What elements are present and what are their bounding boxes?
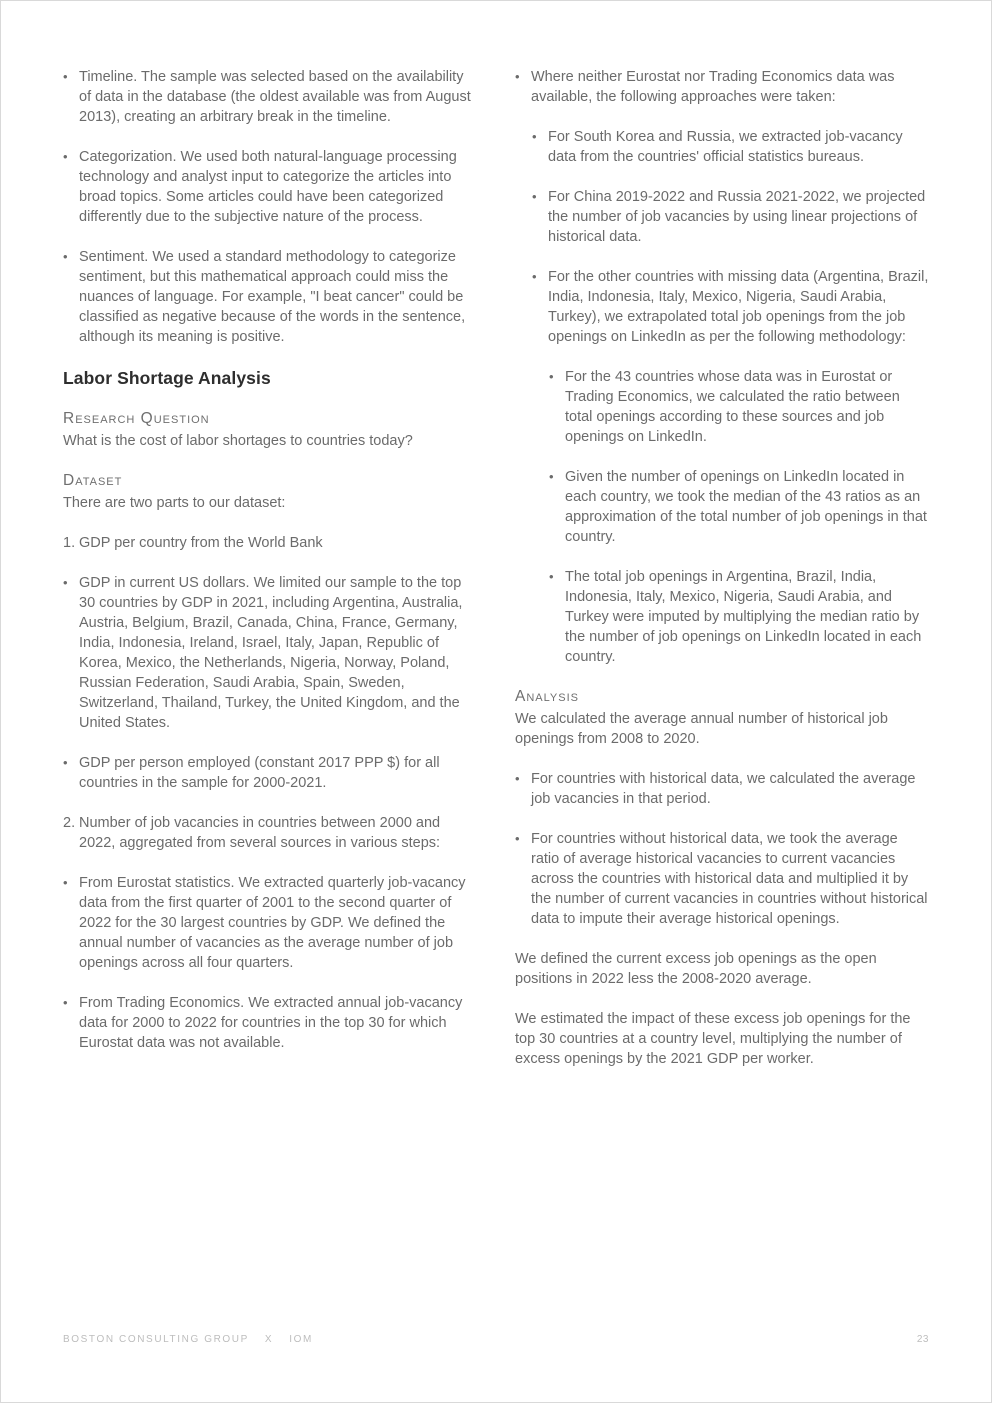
dataset-intro-text: There are two parts to our dataset: [63,495,286,511]
bullet-dot: • [63,755,68,770]
bullet-text: From Trading Economics. We extracted annual job-vacancy data for 2000 to 2022 for countries in the top 30 for which Eurostat data was not available. [79,995,463,1051]
page-number: 23 [916,1334,929,1345]
page-footer [63,1334,929,1346]
analysis-bullet-list [515,769,929,929]
bullet-item-trading-economics [63,993,477,1053]
bullet-item-categorization [63,147,477,227]
item-text: Number of job vacancies in countries between 2000 and 2022, aggregated from several sources in various steps: [79,815,441,851]
item-text: GDP per country from the World Bank [79,535,323,551]
bullet-text: For countries without historical data, we took the average ratio of average historical vacancies to current vacancies across the countries with historical data and multiplied it by the number of current vacancies in countries without historical data to impute their average historical openings. [531,831,928,927]
bullet-dot: • [63,69,68,84]
footer-org-bcg: BOSTON CONSULTING GROUP [63,1334,249,1345]
bullet-item-median-ratio [549,467,929,547]
bullet-dot: • [532,129,537,144]
bullet-dot: • [515,771,520,786]
numbered-item-2 [63,813,477,853]
bullet-dot: • [63,875,68,890]
section-title-labor-shortage-analysis: Labor Shortage Analysis [63,368,271,388]
bullet-text: From Eurostat statistics. We extracted quarterly job-vacancy data from the first quarter of 2001 to the second quarter of 2022 for the 30 largest countries by GDP. We defined the annual number of vacancies as the average number of job openings across all four quarters. [79,875,466,971]
bullet-item-gdp-per-person [63,753,477,793]
bullet-text: For countries with historical data, we calculated the average job vacancies in that period. [531,771,916,807]
left-column [63,67,477,1089]
bullet-text: GDP in current US dollars. We limited our sample to the top 30 countries by GDP in 2021, including Argentina, Australia, Austria, Belgium, Brazil, Canada, China, France, Germany, India, Indonesia, Ireland, Israel, Italy, Japan, Republic of Korea, Mexico, the Netherlands, Nigeria, Norway, Poland, Russian Federation, Saudi Arabia, Spain, Sweden, Switzerland, Thailand, Turkey, the United Kingdom, and the United States. [79,575,463,731]
bullet-dot: • [63,149,68,164]
bullet-item-eurostat [63,873,477,973]
impact-estimate-text: We estimated the impact of these excess job openings for the top 30 countries at a country level, multiplying the number of excess openings by the 2021 GDP per worker. [515,1011,911,1067]
bullet-item-timeline [63,67,477,127]
bullet-dot: • [549,569,554,584]
bullet-text: Where neither Eurostat nor Trading Economics data was available, the following approaches were taken: [531,69,895,105]
research-question-text: What is the cost of labor shortages to countries today? [63,433,413,449]
bullet-dot: • [549,469,554,484]
bullet-dot: • [63,995,68,1010]
bullet-item-imputed-openings [549,567,929,667]
bullet-text: Categorization. We used both natural-language processing technology and analyst input to categorize the articles into broad topics. Some articles could have been categorized differently due to the subjective nature of the process. [79,149,457,225]
subheading-dataset: Dataset [63,472,123,489]
excess-openings-definition-text: We defined the current excess job openings as the open positions in 2022 less the 2008-2020 average. [515,951,877,987]
bullet-dot: • [532,269,537,284]
bullet-item-sentiment [63,247,477,347]
bullet-dot: • [63,575,68,590]
right-column [515,67,929,1089]
two-column-layout [63,67,929,1089]
gdp-bullet-list [63,573,477,793]
linkedin-methodology-bullet-list [549,367,929,667]
subheading-research-question: Research Question [63,410,210,427]
bullet-item-south-korea-russia [532,127,929,167]
bullet-dot: • [532,189,537,204]
bullet-text: The total job openings in Argentina, Brazil, India, Indonesia, Italy, Mexico, Nigeria, Saudi Arabia, and Turkey were imputed by multiplying the median ratio by the number of job openings on LinkedIn located in each country. [565,569,922,665]
bullet-text: For the 43 countries whose data was in Eurostat or Trading Economics, we calculated the ratio between total openings according to these sources and job openings on LinkedIn. [565,369,900,445]
bullet-text: Timeline. The sample was selected based on the availability of data in the database (the oldest available was from August 2013), creating an arbitrary break in the timeline. [79,69,471,125]
bullet-item-ratio-43-countries [549,367,929,447]
footer-separator: X [264,1334,274,1345]
bullet-item-no-historical-data [515,829,929,929]
numbered-item-1 [63,533,477,553]
bullet-item-gdp-current [63,573,477,733]
bullet-item-other-countries-linkedin [532,267,929,347]
bullet-dot: • [515,69,520,84]
bullet-text: Sentiment. We used a standard methodology to categorize sentiment, but this mathematical approach could miss the nuances of language. For example, "I beat cancer" could be classified as negative because of the words in the sentence, although its meaning is positive. [79,249,466,345]
bullet-text: GDP per person employed (constant 2017 PPP $) for all countries in the sample for 2000-2021. [79,755,440,791]
analysis-intro-text: We calculated the average annual number of historical job openings from 2008 to 2020. [515,711,888,747]
bullet-text: For the other countries with missing data (Argentina, Brazil, India, Indonesia, Italy, Mexico, Nigeria, Saudi Arabia, Turkey), we extrapolated total job openings from the job openings on LinkedIn as per the following methodology: [548,269,929,345]
bullet-item-where-neither [515,67,929,107]
footer-org-line [63,1334,313,1346]
bullet-item-historical-data [515,769,929,809]
bullet-dot: • [549,369,554,384]
bullet-item-china-russia-projection [532,187,929,247]
vacancy-source-bullet-list [63,873,477,1053]
methodology-bullet-list [63,67,477,347]
footer-org-iom: IOM [289,1334,313,1345]
item-number: 1. [63,535,76,551]
approach-bullet-list [532,127,929,347]
subheading-analysis: Analysis [515,688,579,705]
bullet-text: For China 2019-2022 and Russia 2021-2022, we projected the number of job vacancies by using linear projections of historical data. [548,189,926,245]
bullet-dot: • [63,249,68,264]
bullet-text: Given the number of openings on LinkedIn located in each country, we took the median of the 43 ratios as an approximation of the total number of job openings in that country. [565,469,927,545]
bullet-dot: • [515,831,520,846]
bullet-text: For South Korea and Russia, we extracted job-vacancy data from the countries' official statistics bureaus. [548,129,903,165]
item-number: 2. [63,815,76,831]
